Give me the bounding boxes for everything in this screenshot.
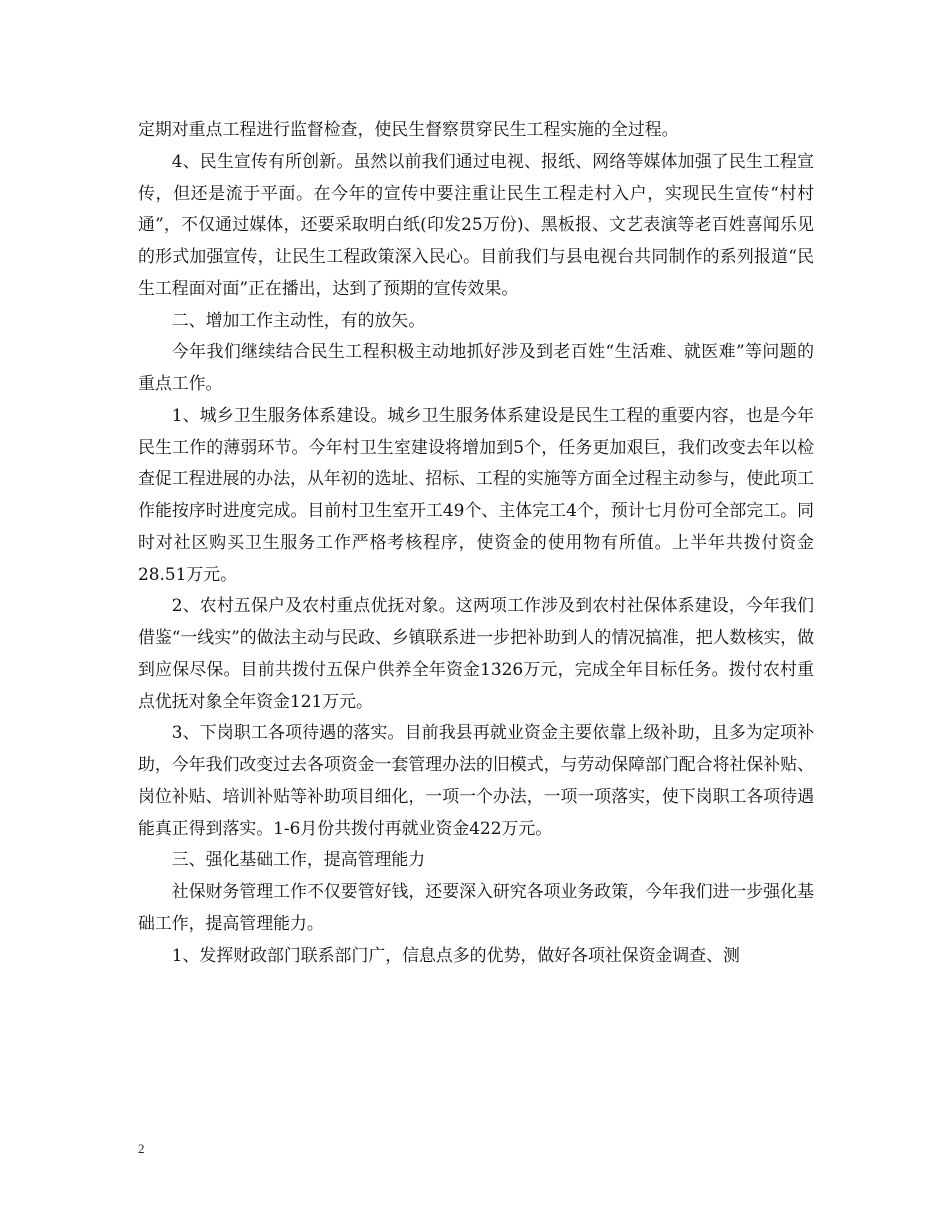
paragraph-health-service: 1、城乡卫生服务体系建设。城乡卫生服务体系建设是民生工程的重要内容，也是今年民生工作的薄弱环节。今年村卫生室建设将增加到5个，任务更加艰巨，我们改变去年以检查促工程进展的办法，从年初的选址、招标、工程的实施等方面全过程主动参与，使此项工作能按序时进度完成。目前村卫生室开工49个、主体完工4个，预计七月份可全部完工。同时对社区购买卫生服务工作严格考核程序，使资金的使用物有所值。上半年共拨付资金28.51万元。	[138, 404, 814, 584]
section-heading-2: 二、增加工作主动性，有的放矢。	[171, 309, 426, 330]
paragraph-publicity-innovation: 4、民生宣传有所创新。虽然以前我们通过电视、报纸、网络等媒体加强了民生工程宣传，但还是流于平面。在今年的宣传中要注重让民生工程走村入户，实现民生宣传“村村通”，不仅通过媒体，还要采取明白纸(印发25万份)、黑板报、文艺表演等老百姓喜闻乐见的形式加强宣传，让民生工程政策深入民心。目前我们与县电视台共同制作的系列报道“民生工程面对面”正在播出，达到了预期的宣传效果。	[138, 150, 814, 298]
paragraph-finance-advantage: 1、发挥财政部门联系部门广，信息点多的优势，做好各项社保资金调查、测	[171, 944, 740, 965]
page-number: 2	[138, 1141, 145, 1156]
paragraph-laid-off-workers: 3、下岗职工各项待遇的落实。目前我县再就业资金主要依靠上级补助，且多为定项补助，今年我们改变过去各项资金一套管理办法的旧模式，与劳动保障部门配合将社保补贴、岗位补贴、培训补贴等补助项目细化，一项一个办法，一项一项落实，使下岗职工各项待遇能真正得到落实。1-6月份共拨付再就业资金422万元。	[138, 722, 814, 838]
paragraph-section-3-intro: 社保财务管理工作不仅要管好钱，还要深入研究各项业务政策，今年我们进一步强化基础工作，提高管理能力。	[138, 881, 814, 933]
paragraph-continuation: 定期对重点工程进行监督检查，使民生督察贯穿民生工程实施的全过程。	[138, 119, 679, 139]
section-heading-3: 三、强化基础工作，提高管理能力	[171, 849, 426, 870]
document-body	[138, 114, 814, 971]
paragraph-section-2-intro: 今年我们继续结合民生工程积极主动地抓好涉及到老百姓“生活难、就医难”等问题的重点工作。	[138, 341, 814, 393]
paragraph-five-guarantee: 2、农村五保户及农村重点优抚对象。这两项工作涉及到农村社保体系建设，今年我们借鉴“一线实”的做法主动与民政、乡镇联系进一步把补助到人的情况搞准，把人数核实，做到应保尽保。目前共拨付五保户供养全年资金1326万元，完成全年目标任务。拨付农村重点优抚对象全年资金121万元。	[138, 595, 815, 711]
